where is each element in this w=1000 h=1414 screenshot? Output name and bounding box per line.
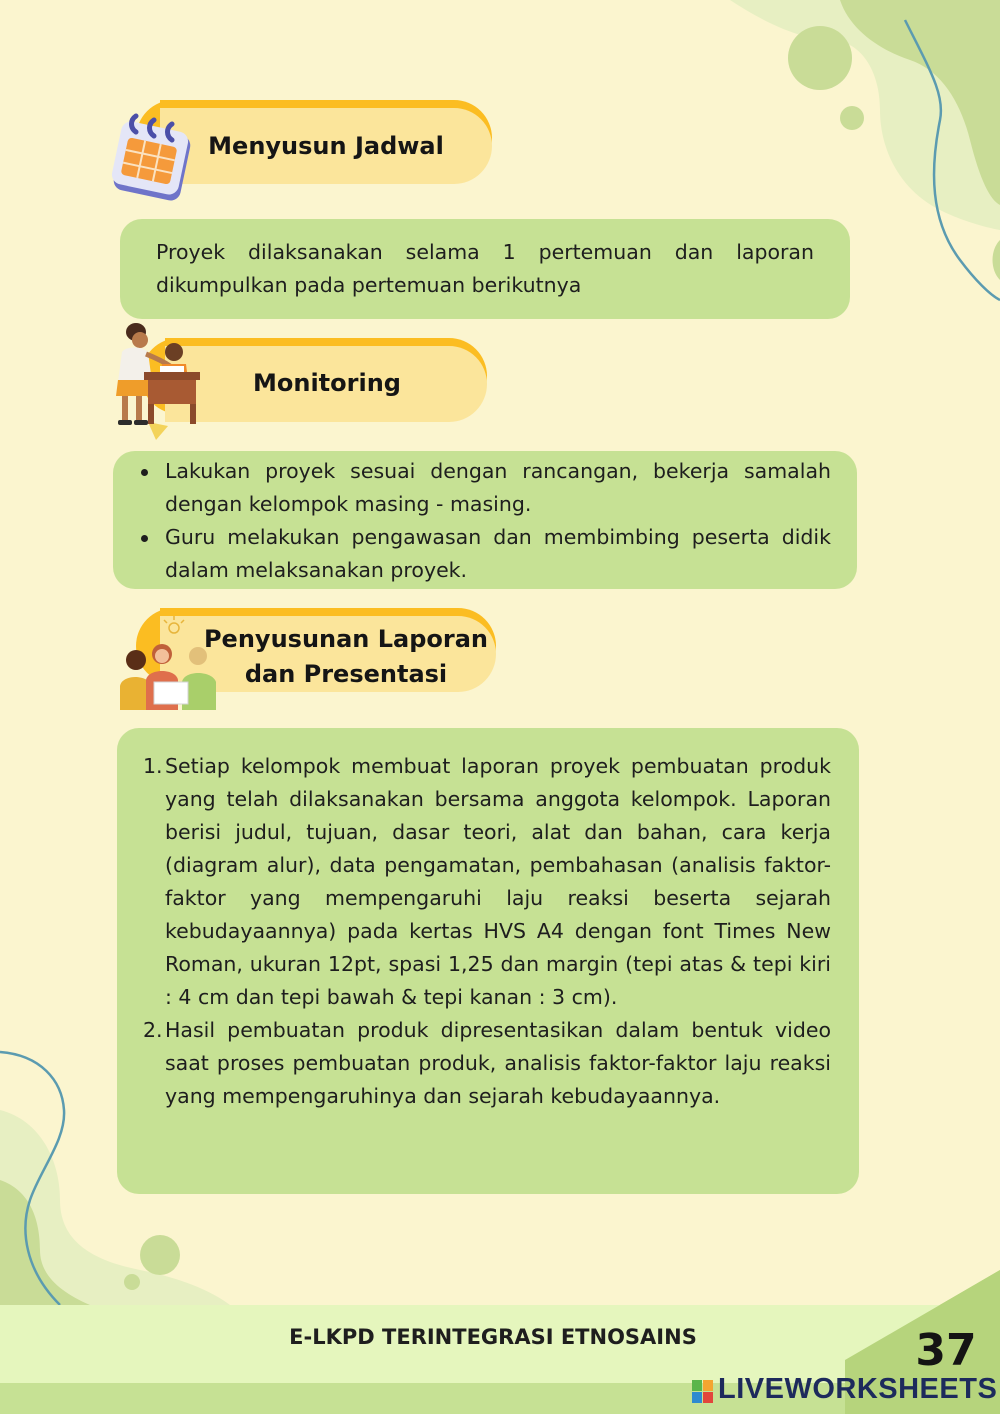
schedule-text: Proyek dilaksanakan selama 1 pertemuan dan laporan dikumpulkan pada pertemuan berikutnya (156, 240, 814, 297)
section-title: Menyusun Jadwal (208, 132, 444, 160)
report-list (117, 750, 831, 1113)
list-item (117, 1014, 831, 1113)
liveworksheets-watermark (692, 1373, 998, 1409)
list-item-text: Setiap kelompok membuat laporan proyek pembuatan produk yang telah dilaksanakan bersama anggota kelompok. Laporan berisi judul, tujuan, dasar teori, alat dan bahan, cara kerja (diagram alur), data pengamatan, pembahasan (analisis faktor-faktor yang mempengaruhi laju reaksi beserta sejarah kebudayaannya) pada kertas HVS A4 dengan font Times New Roman, ukuran 12pt, spasi 1,25 dan margin (tepi atas & tepi kiri : 4 cm dan tepi bawah & tepi kanan : 3 cm). (165, 754, 831, 1009)
watermark-text: LIVEWORKSHEETS (718, 1373, 998, 1405)
list-number: 1. (143, 754, 163, 778)
liveworksheets-logo-icon (692, 1380, 714, 1404)
group-discussion-illustration (112, 616, 236, 710)
section-title: Monitoring (253, 369, 401, 397)
schedule-box (120, 219, 850, 319)
teacher-student-illustration (108, 322, 204, 440)
monitoring-list (113, 455, 831, 587)
page-number: 37 (915, 1325, 977, 1376)
report-box (117, 728, 859, 1194)
list-number: 2. (143, 1018, 163, 1042)
monitoring-box (113, 451, 857, 589)
footer-title: E-LKPD TERINTEGRASI ETNOSAINS (289, 1325, 697, 1349)
list-item: Guru melakukan pengawasan dan membimbing peserta didik dalam melaksanakan proyek. (113, 521, 831, 587)
list-item (117, 750, 831, 1014)
list-item: Lakukan proyek sesuai dengan rancangan, bekerja samalah dengan kelompok masing - masing. (113, 455, 831, 521)
section-title-line1: Penyusunan Laporan (203, 625, 489, 653)
calendar-icon (108, 112, 194, 204)
section-title-line2: dan Presentasi (244, 660, 448, 688)
list-item-text: Hasil pembuatan produk dipresentasikan dalam bentuk video saat proses pembuatan produk, analisis faktor-faktor laju reaksi yang mempengaruhinya dan sejarah kebudayaannya. (165, 1018, 831, 1108)
